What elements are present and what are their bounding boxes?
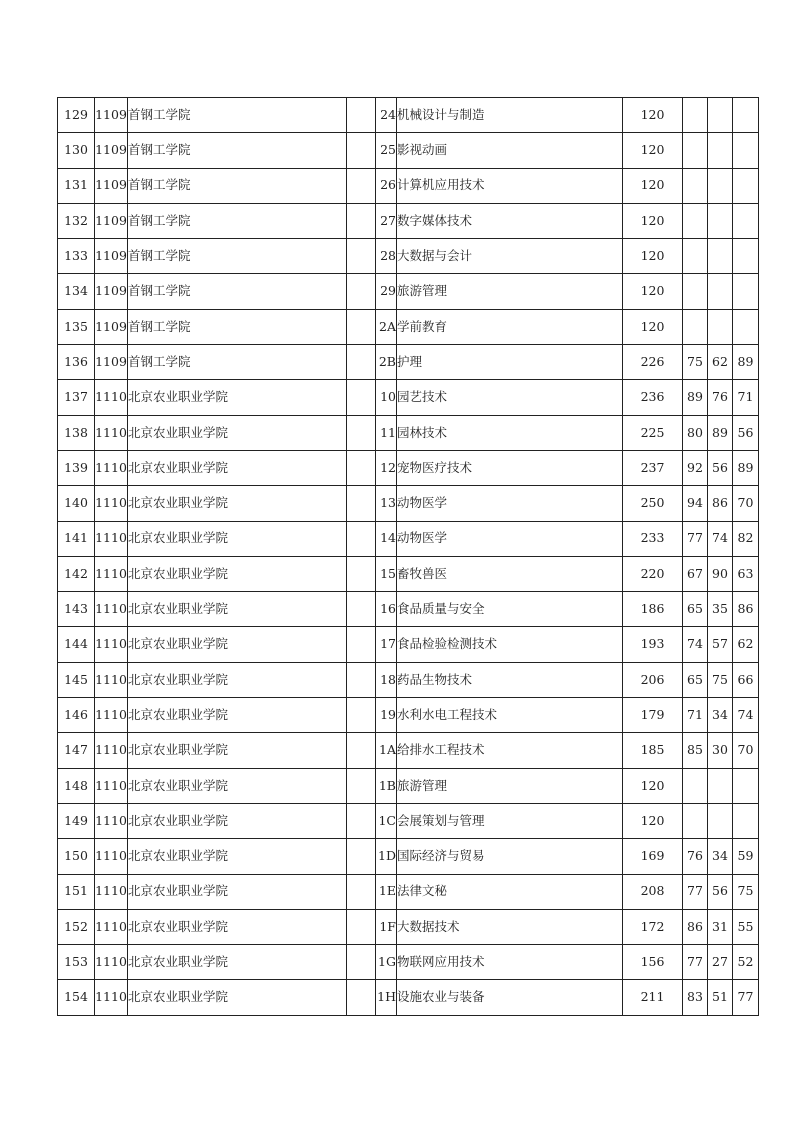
score-3: 55 (733, 909, 759, 944)
school-code: 1110 (95, 521, 128, 556)
school-code: 1109 (95, 203, 128, 238)
school-code: 1109 (95, 98, 128, 133)
spacer-cell (347, 698, 376, 733)
table-row (58, 980, 759, 1015)
score-3: 62 (733, 627, 759, 662)
score-2 (708, 168, 733, 203)
major-code: 16 (376, 592, 397, 627)
major-code: 1C (376, 803, 397, 838)
spacer-cell (347, 239, 376, 274)
score-1: 77 (683, 945, 708, 980)
major-code: 13 (376, 486, 397, 521)
score-1: 77 (683, 521, 708, 556)
admission-score-table (57, 97, 759, 1016)
school-name: 北京农业职业学院 (128, 450, 347, 485)
score-3: 89 (733, 450, 759, 485)
row-index: 130 (58, 133, 95, 168)
major-name: 园林技术 (397, 415, 623, 450)
major-name: 物联网应用技术 (397, 945, 623, 980)
school-name: 北京农业职业学院 (128, 768, 347, 803)
row-index: 139 (58, 450, 95, 485)
score-2: 31 (708, 909, 733, 944)
spacer-cell (347, 909, 376, 944)
score-2 (708, 274, 733, 309)
row-index: 142 (58, 556, 95, 591)
total-score: 172 (623, 909, 683, 944)
school-name: 首钢工学院 (128, 309, 347, 344)
score-3 (733, 98, 759, 133)
major-code: 14 (376, 521, 397, 556)
major-name: 计算机应用技术 (397, 168, 623, 203)
school-code: 1110 (95, 556, 128, 591)
total-score: 185 (623, 733, 683, 768)
score-2: 74 (708, 521, 733, 556)
score-2: 75 (708, 662, 733, 697)
table-row (58, 909, 759, 944)
table-row (58, 627, 759, 662)
total-score: 208 (623, 874, 683, 909)
table-row (58, 768, 759, 803)
spacer-cell (347, 980, 376, 1015)
score-2 (708, 98, 733, 133)
score-3: 74 (733, 698, 759, 733)
major-name: 大数据与会计 (397, 239, 623, 274)
school-name: 首钢工学院 (128, 345, 347, 380)
school-name: 首钢工学院 (128, 133, 347, 168)
total-score: 250 (623, 486, 683, 521)
school-code: 1109 (95, 239, 128, 274)
major-name: 设施农业与装备 (397, 980, 623, 1015)
total-score: 206 (623, 662, 683, 697)
score-1 (683, 274, 708, 309)
score-3 (733, 203, 759, 238)
total-score: 179 (623, 698, 683, 733)
score-3 (733, 768, 759, 803)
score-1: 77 (683, 874, 708, 909)
score-3: 70 (733, 733, 759, 768)
major-name: 国际经济与贸易 (397, 839, 623, 874)
spacer-cell (347, 345, 376, 380)
major-name: 动物医学 (397, 486, 623, 521)
major-code: 1D (376, 839, 397, 874)
school-code: 1109 (95, 274, 128, 309)
major-code: 26 (376, 168, 397, 203)
major-code: 1B (376, 768, 397, 803)
total-score: 120 (623, 768, 683, 803)
spacer-cell (347, 486, 376, 521)
row-index: 150 (58, 839, 95, 874)
major-code: 29 (376, 274, 397, 309)
score-1 (683, 309, 708, 344)
school-code: 1109 (95, 168, 128, 203)
school-name: 首钢工学院 (128, 239, 347, 274)
table-row (58, 486, 759, 521)
major-name: 旅游管理 (397, 768, 623, 803)
school-name: 北京农业职业学院 (128, 415, 347, 450)
score-3: 71 (733, 380, 759, 415)
school-code: 1110 (95, 450, 128, 485)
major-code: 28 (376, 239, 397, 274)
row-index: 149 (58, 803, 95, 838)
score-1: 89 (683, 380, 708, 415)
school-code: 1110 (95, 945, 128, 980)
total-score: 236 (623, 380, 683, 415)
table-row (58, 733, 759, 768)
total-score: 211 (623, 980, 683, 1015)
score-3: 89 (733, 345, 759, 380)
spacer-cell (347, 945, 376, 980)
score-1: 71 (683, 698, 708, 733)
major-code: 11 (376, 415, 397, 450)
score-2: 34 (708, 698, 733, 733)
score-1 (683, 98, 708, 133)
school-code: 1110 (95, 909, 128, 944)
school-name: 北京农业职业学院 (128, 874, 347, 909)
row-index: 135 (58, 309, 95, 344)
table-row (58, 874, 759, 909)
major-code: 17 (376, 627, 397, 662)
table-row (58, 168, 759, 203)
score-2: 57 (708, 627, 733, 662)
spacer-cell (347, 874, 376, 909)
major-name: 护理 (397, 345, 623, 380)
major-name: 园艺技术 (397, 380, 623, 415)
total-score: 237 (623, 450, 683, 485)
score-3: 63 (733, 556, 759, 591)
spacer-cell (347, 521, 376, 556)
score-2: 62 (708, 345, 733, 380)
total-score: 233 (623, 521, 683, 556)
school-code: 1110 (95, 380, 128, 415)
school-name: 北京农业职业学院 (128, 803, 347, 838)
major-code: 1G (376, 945, 397, 980)
major-name: 旅游管理 (397, 274, 623, 309)
table-row (58, 309, 759, 344)
table-row (58, 839, 759, 874)
score-1: 80 (683, 415, 708, 450)
score-1: 67 (683, 556, 708, 591)
row-index: 131 (58, 168, 95, 203)
score-1 (683, 203, 708, 238)
total-score: 120 (623, 133, 683, 168)
school-code: 1110 (95, 980, 128, 1015)
score-2 (708, 309, 733, 344)
major-code: 1F (376, 909, 397, 944)
school-code: 1110 (95, 627, 128, 662)
school-code: 1110 (95, 662, 128, 697)
table-row (58, 521, 759, 556)
school-name: 北京农业职业学院 (128, 521, 347, 556)
score-2 (708, 768, 733, 803)
score-3 (733, 803, 759, 838)
row-index: 145 (58, 662, 95, 697)
row-index: 151 (58, 874, 95, 909)
school-name: 北京农业职业学院 (128, 380, 347, 415)
score-2: 34 (708, 839, 733, 874)
school-code: 1110 (95, 874, 128, 909)
major-code: 10 (376, 380, 397, 415)
score-3: 66 (733, 662, 759, 697)
spacer-cell (347, 309, 376, 344)
total-score: 225 (623, 415, 683, 450)
score-3 (733, 274, 759, 309)
row-index: 144 (58, 627, 95, 662)
table-row (58, 450, 759, 485)
total-score: 220 (623, 556, 683, 591)
major-name: 数字媒体技术 (397, 203, 623, 238)
spacer-cell (347, 168, 376, 203)
row-index: 140 (58, 486, 95, 521)
total-score: 120 (623, 309, 683, 344)
table-row (58, 98, 759, 133)
major-name: 会展策划与管理 (397, 803, 623, 838)
row-index: 146 (58, 698, 95, 733)
score-1: 75 (683, 345, 708, 380)
row-index: 137 (58, 380, 95, 415)
row-index: 129 (58, 98, 95, 133)
score-2 (708, 239, 733, 274)
score-2: 86 (708, 486, 733, 521)
total-score: 120 (623, 168, 683, 203)
table-row (58, 556, 759, 591)
row-index: 154 (58, 980, 95, 1015)
major-name: 大数据技术 (397, 909, 623, 944)
total-score: 120 (623, 98, 683, 133)
school-name: 北京农业职业学院 (128, 627, 347, 662)
score-1 (683, 239, 708, 274)
major-name: 食品质量与安全 (397, 592, 623, 627)
spacer-cell (347, 592, 376, 627)
row-index: 152 (58, 909, 95, 944)
spacer-cell (347, 415, 376, 450)
score-3: 75 (733, 874, 759, 909)
total-score: 186 (623, 592, 683, 627)
score-2: 51 (708, 980, 733, 1015)
school-name: 首钢工学院 (128, 98, 347, 133)
score-3 (733, 168, 759, 203)
score-1: 76 (683, 839, 708, 874)
total-score: 226 (623, 345, 683, 380)
table-row (58, 698, 759, 733)
spacer-cell (347, 839, 376, 874)
score-3: 82 (733, 521, 759, 556)
school-code: 1110 (95, 768, 128, 803)
major-name: 药品生物技术 (397, 662, 623, 697)
table-row (58, 133, 759, 168)
row-index: 147 (58, 733, 95, 768)
school-name: 北京农业职业学院 (128, 980, 347, 1015)
major-name: 法律文秘 (397, 874, 623, 909)
school-name: 首钢工学院 (128, 168, 347, 203)
score-2: 30 (708, 733, 733, 768)
school-name: 北京农业职业学院 (128, 733, 347, 768)
spacer-cell (347, 733, 376, 768)
major-code: 18 (376, 662, 397, 697)
score-1 (683, 768, 708, 803)
school-code: 1109 (95, 345, 128, 380)
school-name: 北京农业职业学院 (128, 592, 347, 627)
major-name: 畜牧兽医 (397, 556, 623, 591)
score-2 (708, 803, 733, 838)
score-3 (733, 239, 759, 274)
table-row (58, 415, 759, 450)
table-body (58, 98, 759, 1016)
total-score: 120 (623, 803, 683, 838)
row-index: 134 (58, 274, 95, 309)
major-name: 食品检验检测技术 (397, 627, 623, 662)
total-score: 169 (623, 839, 683, 874)
total-score: 120 (623, 274, 683, 309)
major-code: 1A (376, 733, 397, 768)
score-1 (683, 803, 708, 838)
school-name: 北京农业职业学院 (128, 556, 347, 591)
total-score: 120 (623, 239, 683, 274)
major-name: 给排水工程技术 (397, 733, 623, 768)
school-name: 北京农业职业学院 (128, 486, 347, 521)
major-code: 27 (376, 203, 397, 238)
school-code: 1110 (95, 415, 128, 450)
school-name: 北京农业职业学院 (128, 662, 347, 697)
score-1: 74 (683, 627, 708, 662)
school-code: 1109 (95, 133, 128, 168)
major-code: 1E (376, 874, 397, 909)
major-name: 机械设计与制造 (397, 98, 623, 133)
spacer-cell (347, 203, 376, 238)
major-code: 15 (376, 556, 397, 591)
major-code: 1H (376, 980, 397, 1015)
score-3 (733, 133, 759, 168)
table-row (58, 274, 759, 309)
school-code: 1110 (95, 839, 128, 874)
spacer-cell (347, 274, 376, 309)
score-2: 35 (708, 592, 733, 627)
score-1: 92 (683, 450, 708, 485)
row-index: 132 (58, 203, 95, 238)
spacer-cell (347, 98, 376, 133)
major-name: 影视动画 (397, 133, 623, 168)
spacer-cell (347, 556, 376, 591)
score-1: 85 (683, 733, 708, 768)
major-code: 19 (376, 698, 397, 733)
score-1 (683, 133, 708, 168)
spacer-cell (347, 450, 376, 485)
table-row (58, 203, 759, 238)
school-code: 1110 (95, 733, 128, 768)
spacer-cell (347, 133, 376, 168)
score-2 (708, 203, 733, 238)
spacer-cell (347, 380, 376, 415)
row-index: 148 (58, 768, 95, 803)
score-1: 94 (683, 486, 708, 521)
school-name: 北京农业职业学院 (128, 909, 347, 944)
school-code: 1110 (95, 592, 128, 627)
school-code: 1110 (95, 698, 128, 733)
row-index: 143 (58, 592, 95, 627)
score-1: 65 (683, 592, 708, 627)
spacer-cell (347, 662, 376, 697)
school-code: 1110 (95, 486, 128, 521)
school-code: 1109 (95, 309, 128, 344)
major-code: 2A (376, 309, 397, 344)
total-score: 156 (623, 945, 683, 980)
school-name: 北京农业职业学院 (128, 839, 347, 874)
major-code: 2B (376, 345, 397, 380)
spacer-cell (347, 627, 376, 662)
score-3: 56 (733, 415, 759, 450)
score-2 (708, 133, 733, 168)
major-code: 12 (376, 450, 397, 485)
table-row (58, 662, 759, 697)
row-index: 141 (58, 521, 95, 556)
score-3: 70 (733, 486, 759, 521)
school-name: 首钢工学院 (128, 203, 347, 238)
major-name: 水利水电工程技术 (397, 698, 623, 733)
score-1: 65 (683, 662, 708, 697)
school-name: 首钢工学院 (128, 274, 347, 309)
score-2: 89 (708, 415, 733, 450)
score-3 (733, 309, 759, 344)
spacer-cell (347, 768, 376, 803)
total-score: 120 (623, 203, 683, 238)
school-name: 北京农业职业学院 (128, 945, 347, 980)
score-1: 86 (683, 909, 708, 944)
row-index: 133 (58, 239, 95, 274)
major-name: 宠物医疗技术 (397, 450, 623, 485)
major-name: 学前教育 (397, 309, 623, 344)
score-3: 86 (733, 592, 759, 627)
score-2: 56 (708, 450, 733, 485)
table-row (58, 803, 759, 838)
score-2: 56 (708, 874, 733, 909)
total-score: 193 (623, 627, 683, 662)
score-3: 52 (733, 945, 759, 980)
row-index: 136 (58, 345, 95, 380)
score-2: 90 (708, 556, 733, 591)
row-index: 153 (58, 945, 95, 980)
score-1 (683, 168, 708, 203)
score-3: 59 (733, 839, 759, 874)
table-row (58, 239, 759, 274)
table-row (58, 945, 759, 980)
school-code: 1110 (95, 803, 128, 838)
row-index: 138 (58, 415, 95, 450)
table-row (58, 380, 759, 415)
table-row (58, 592, 759, 627)
major-code: 24 (376, 98, 397, 133)
score-1: 83 (683, 980, 708, 1015)
school-name: 北京农业职业学院 (128, 698, 347, 733)
score-2: 76 (708, 380, 733, 415)
score-2: 27 (708, 945, 733, 980)
major-name: 动物医学 (397, 521, 623, 556)
table-row (58, 345, 759, 380)
major-code: 25 (376, 133, 397, 168)
spacer-cell (347, 803, 376, 838)
score-3: 77 (733, 980, 759, 1015)
